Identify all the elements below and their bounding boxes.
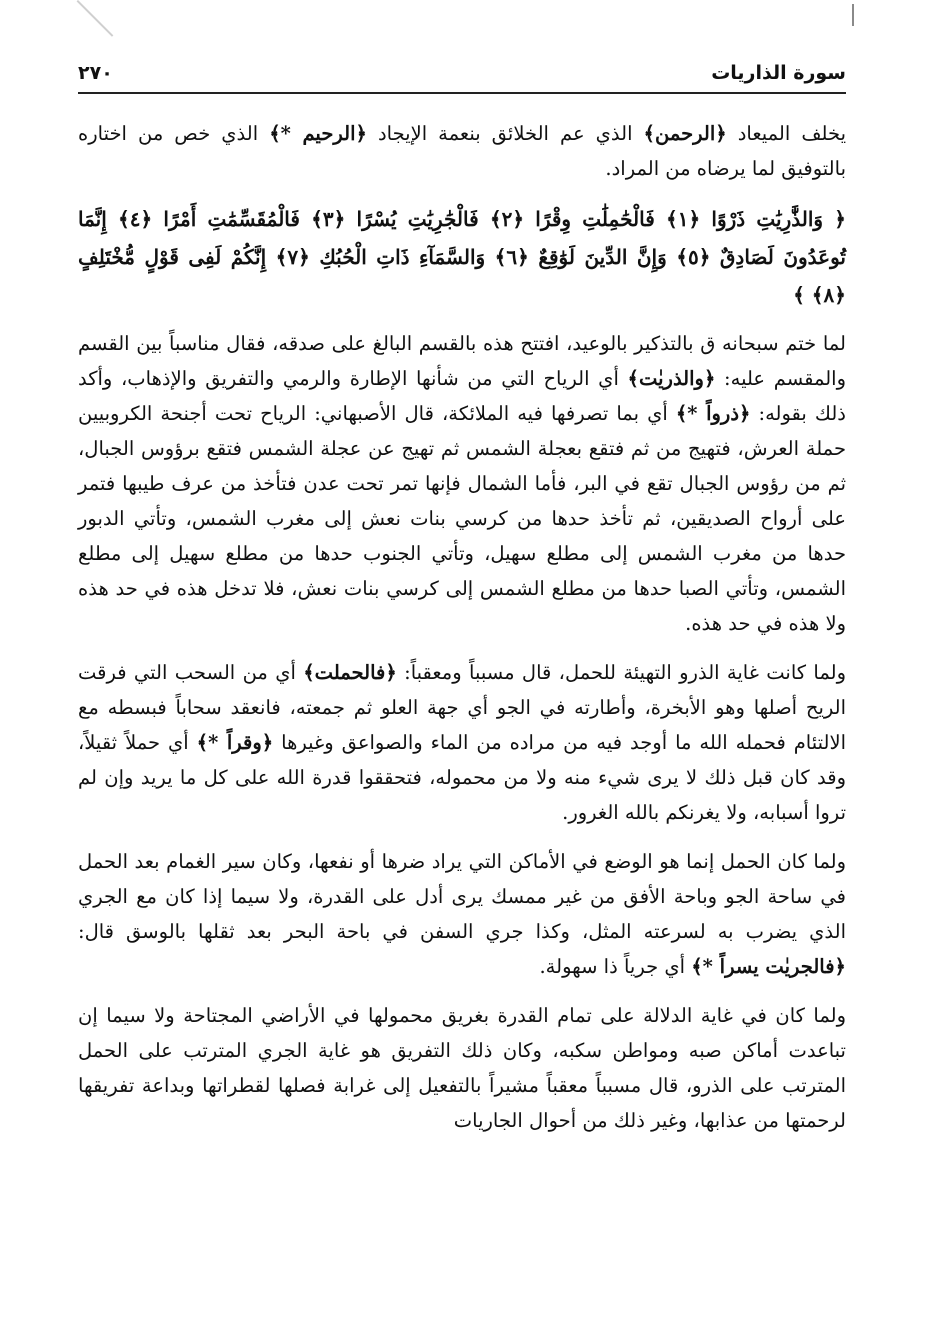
commentary-paragraph-group [78, 326, 846, 1138]
page-body [78, 116, 846, 1152]
commentary-text: لما ختم سبحانه ق بالتذكير بالوعيد، افتتح هذه بالقسم البالغ على صدقه، فقال مناسباً بين القسم والمقسم عليه: [78, 332, 847, 390]
commentary-paragraph [78, 998, 846, 1138]
commentary-paragraph [78, 326, 846, 641]
scan-edge-mark [852, 4, 854, 26]
page-number: ٢٧٠ [78, 62, 113, 84]
quoted-verse-text: ﴿والذريٰت﴾ [627, 367, 716, 390]
commentary-text: أي الرياح التي من شأنها الإطارة والرمي والتفريق والإذهاب، وأكد ذلك بقوله: [78, 367, 846, 425]
commentary-text: ولما كان في غاية الدلالة على تمام القدرة بغريق محمولها في الأراضي المجتاحة ولا سيما إن تباعدت أماكن صبه ومواطن سكبه، وكان ذلك التفريق هو غاية الجري المترتب على الحمل المترتب على الذرو، قال مسبباً معقباً مشيراً بالتفعيل إلى غرابة فصلها لقطراتها وبداعة تفريقها لرحمتها من عذابها، وغير ذلك من أحوال الجاريات [78, 1004, 846, 1132]
commentary-text: ولما كانت غاية الذرو التهيئة للحمل، قال مسبباً ومعقباً: [396, 661, 846, 684]
commentary-text: الذي خص من اختاره بالتوفيق لما يرضاه من المراد. [78, 122, 846, 180]
quoted-verse-text: ﴿فالجريٰت يسراً *﴾ [691, 955, 846, 978]
commentary-paragraph [78, 655, 846, 830]
commentary-text: الذي عم الخلائق بنعمة الإيجاد [366, 122, 644, 145]
quoted-verse-text: ﴿فالحملت﴾ [303, 661, 397, 684]
quoted-verse-text: ﴿الرحيم *﴾ [269, 122, 367, 145]
quoted-verse-text: ﴿الرحمن﴾ [643, 122, 727, 145]
commentary-text: أي بما تصرفها فيه الملائكة، قال الأصبهاني: الرياح تحت أجنحة الكروبيين حملة العرش، فتهيج من ثم فتقع بعجلة الشمس ثم تهيج عن عجلة الشمس فتقع برؤوس الجبال، ثم من رؤوس الجبال تقع في البر، فأما الشمال فإنها تمر تحت عدن فتأخذ من عرف طيبها فتمر على أرواح الصديقين، ثم تأخذ حدها من كرسي بنات نعش إلى مغرب الشمس، وتأتي الدبور حدها من مغرب الشمس إلى مطلع سهيل، وتأتي الجنوب حدها من مطلع سهيل إلى مطلع الشمس، وتأتي الصبا حدها من مطلع الشمس إلى كرسي بنات نعش، فلا تدخل هذه في حد هذه ولا هذه في حد هذه. [78, 402, 846, 635]
quran-verses: ﴿ وَالذَّٰرِيَٰتِ ذَرْوًا ﴿١﴾ فَالْحَٰمِلَٰتِ وِقْرًا ﴿٢﴾ فَالْجَٰرِيَٰتِ يُسْرًا ﴿٣﴾ فَالْمُقَسِّمَٰتِ أَمْرًا ﴿٤﴾ إِنَّمَا تُوعَدُونَ لَصَادِقٌ ﴿٥﴾ وَإِنَّ الدِّينَ لَوَٰقِعٌ ﴿٦﴾ وَالسَّمَآءِ ذَاتِ الْحُبُكِ ﴿٧﴾ إِنَّكُمْ لَفِى قَوْلٍ مُّخْتَلِفٍ ﴿٨﴾ ﴾ [78, 207, 846, 307]
intro-paragraph-group [78, 116, 846, 186]
surah-title: سورة الذاريات [711, 62, 846, 84]
quoted-verse-text: ﴿وقراً *﴾ [196, 731, 274, 754]
commentary-text: يخلف الميعاد [726, 122, 846, 145]
scan-edge-mark [77, 0, 114, 37]
page-header [78, 58, 846, 94]
commentary-paragraph [78, 844, 846, 984]
commentary-text: ولما كان الحمل إنما هو الوضع في الأماكن التي يراد ضرها أو نفعها، وكان سير الغمام بعد الحمل في ساحة الجو وباحة الأفق من غير ممسك يرى أدل على القدرة، ولا سيما إذا كان مع الجري الذي يضرب به لسرعته المثل، وكذا جري السفن في باحة البحر بعد ثقلها بالوسق قال: [78, 850, 846, 943]
commentary-text: أي جرياً ذا سهولة. [539, 955, 692, 978]
quoted-verse-text: ﴿ذرواً *﴾ [675, 402, 751, 425]
intro-paragraph [78, 116, 846, 186]
commentary-text: أي من السحب التي فرقت الريح أصلها وهو الأبخرة، وأطارته في الجو أي جهة العلو ثم جمعته، فانعقد سحاباً فبسطه مع الالتئام فحمله الله ما أوجد فيه من مراده من الماء والصواعق وغيرها [78, 661, 846, 754]
commentary-text: أي حملاً ثقيلاً، وقد كان قبل ذلك لا يرى شيء منه ولا من محموله، فتحققوا قدرة الله على كل ما يريد وإن لم تروا أسبابه، ولا يغرنكم بالله الغرور. [78, 731, 846, 824]
